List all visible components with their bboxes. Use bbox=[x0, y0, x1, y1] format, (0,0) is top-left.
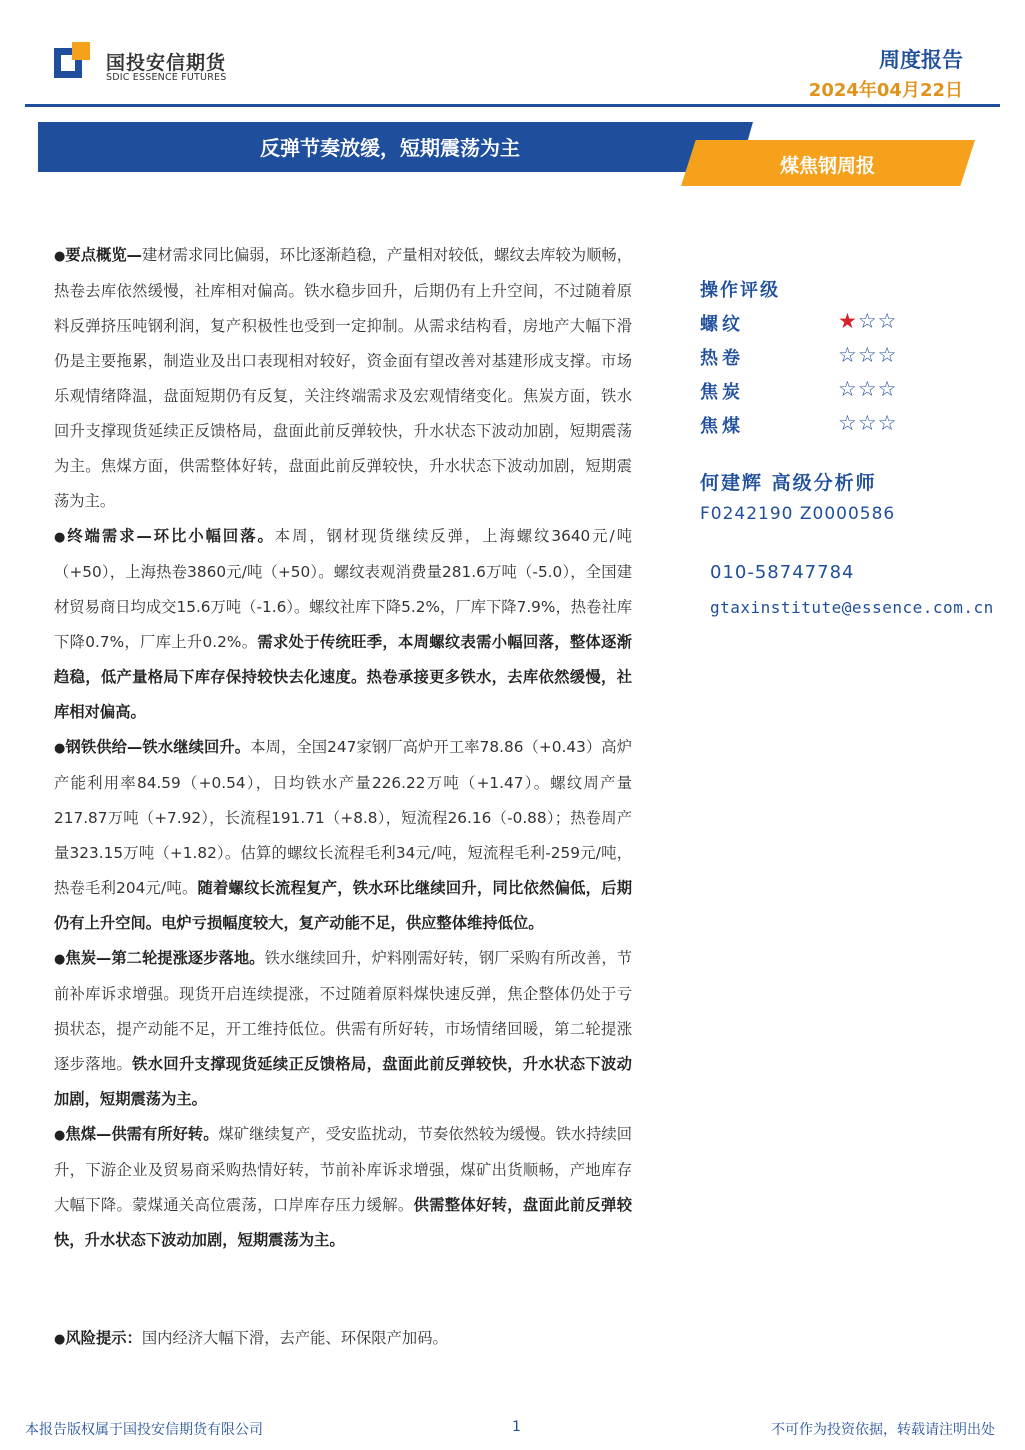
star-empty-icon: ☆☆☆ bbox=[838, 377, 898, 401]
paragraph-text: 铁水继续回升，炉料刚需好转，钢厂采购有所改善，节前补库诉求增强。现货开启连续提涨，不过随着原料煤快速反弹，焦企整体仍处于亏损状态，提产动能不足，开工维持低位。供需有所好转，市场情绪回暖，第二轮提涨逐步落地。 bbox=[54, 949, 632, 1073]
star-empty-icon: ☆☆ bbox=[857, 309, 898, 333]
demand-paragraph bbox=[54, 519, 632, 730]
section-title: 煤焦钢周报 bbox=[779, 155, 875, 177]
company-name-cn: 国投安信期货 bbox=[106, 52, 227, 74]
star-empty-icon: ☆☆☆ bbox=[838, 343, 898, 367]
rating-name: 焦煤 bbox=[700, 416, 744, 437]
rating-stars-icon bbox=[838, 343, 897, 367]
star-filled-icon: ★ bbox=[838, 309, 858, 333]
page-number: 1 bbox=[512, 1419, 521, 1435]
paragraph-text: 建材需求同比偏弱，环比逐渐趋稳，产量相对较低，螺纹去库较为顺畅，热卷去库依然缓慢，社库相对偏高。铁水稳步回升，后期仍有上升空间，不过随着原料反弹挤压吨钢利润，复产积极性也受到一定抑制。从需求结构看，房地产大幅下滑仍是主要拖累，制造业及出口表现相对较好，资金面有望改善对基建形成支撑。市场乐观情绪降温，盘面短期仍有反复，关注终端需求及宏观情绪变化。焦炭方面，铁水回升支撑现货延续正反馈格局，盘面此前反弹较快，升水状态下波动加剧，短期震荡为主。焦煤方面，供需整体好转，盘面此前反弹较快，升水状态下波动加剧，短期震荡为主。 bbox=[54, 246, 632, 510]
paragraph-text: 本周，全国247家钢厂高炉开工率78.86（+0.43）高炉产能利用率84.59（+0.54），日均铁水产量226.22万吨（+1.47）。螺纹周产量217.87万吨（+7.92），长流程191.71（+8.8），短流程26.16（-0.88）；热卷周产量323.15万吨（+1.82）。估算的螺纹长流程毛利34元/吨，短流程毛利-259元/吨，热卷毛利204元/吨。 bbox=[54, 738, 632, 897]
bullet-icon: ● bbox=[54, 530, 68, 545]
bullet-icon: ● bbox=[54, 741, 66, 756]
rating-name: 焦炭 bbox=[700, 382, 744, 403]
bullet-icon: ● bbox=[54, 952, 66, 967]
paragraph-conclusion: 铁水回升支撑现货延续正反馈格局，盘面此前反弹较快，升水状态下波动加剧，短期震荡为主。 bbox=[54, 1055, 632, 1108]
paragraph-conclusion: 需求处于传统旺季，本周螺纹表需小幅回落，整体逐渐趋稳，低产量格局下库存保持较快去化速度。热卷承接更多铁水，去库依然缓慢，社库相对偏高。 bbox=[54, 633, 632, 721]
risk-note bbox=[54, 1325, 632, 1353]
report-type: 周度报告 bbox=[879, 48, 963, 72]
report-body bbox=[54, 238, 632, 1258]
bullet-icon: ● bbox=[54, 1128, 66, 1143]
rating-row-coking-coal bbox=[700, 412, 910, 438]
star-empty-icon: ☆☆☆ bbox=[838, 411, 898, 435]
analyst-name: 何建辉 高级分析师 bbox=[700, 472, 877, 494]
paragraph-lead: 焦炭—第二轮提涨逐步落地。 bbox=[65, 949, 265, 967]
report-title: 反弹节奏放缓，短期震荡为主 bbox=[260, 136, 520, 160]
bullet-icon: ● bbox=[54, 1332, 66, 1347]
header-divider bbox=[25, 104, 1000, 107]
paragraph-conclusion: 随着螺纹长流程复产，铁水环比继续回升，同比依然偏低，后期仍有上升空间。电炉亏损幅度较大，复产动能不足，供应整体维持低位。 bbox=[54, 879, 632, 932]
coke-paragraph bbox=[54, 941, 632, 1117]
summary-paragraph bbox=[54, 238, 632, 519]
bullet-icon: ● bbox=[54, 249, 66, 264]
paragraph-lead: 钢铁供给—铁水继续回升。 bbox=[65, 738, 251, 756]
risk-text: 国内经济大幅下滑，去产能、环保限产加码。 bbox=[141, 1329, 448, 1347]
rating-name: 热卷 bbox=[700, 348, 744, 369]
contact-email[interactable]: gtaxinstitute@essence.com.cn bbox=[710, 598, 994, 617]
supply-paragraph bbox=[54, 730, 632, 941]
paragraph-text: 本周，钢材现货继续反弹，上海螺纹3640元/吨（+50），上海热卷3860元/吨（+50）。螺纹表观消费量281.6万吨（-5.0），全国建材贸易商日均成交15.6万吨（-1.6）。螺纹社库下降5.2%，厂库下降7.9%，热卷社库下降0.7%，厂库上升0.2%。 bbox=[54, 527, 632, 651]
company-logo-icon bbox=[54, 42, 98, 82]
rating-row-coke bbox=[700, 378, 910, 404]
rating-row-hot-coil bbox=[700, 344, 910, 370]
paragraph-conclusion: 供需整体好转，盘面此前反弹较快，升水状态下波动加剧，短期震荡为主。 bbox=[54, 1196, 632, 1249]
rating-stars-icon bbox=[838, 377, 897, 401]
company-name-en: SDIC ESSENCE FUTURES bbox=[106, 72, 227, 83]
rating-stars-icon bbox=[838, 309, 897, 333]
footer-disclaimer: 不可作为投资依据，转载请注明出处 bbox=[771, 1422, 995, 1438]
rating-name: 螺纹 bbox=[700, 314, 744, 335]
footer-copyright: 本报告版权属于国投安信期货有限公司 bbox=[25, 1422, 263, 1438]
paragraph-lead: 要点概览— bbox=[65, 246, 142, 264]
analyst-license: F0242190 Z0000586 bbox=[700, 504, 896, 524]
risk-lead: 风险提示： bbox=[65, 1329, 142, 1347]
report-date: 2024年04月22日 bbox=[808, 80, 963, 101]
rating-row-rebar bbox=[700, 310, 910, 336]
paragraph-lead: 终端需求—环比小幅回落。 bbox=[67, 527, 275, 545]
contact-phone[interactable]: 010-58747784 bbox=[710, 562, 855, 583]
coal-paragraph bbox=[54, 1117, 632, 1258]
rating-title: 操作评级 bbox=[700, 280, 780, 301]
paragraph-lead: 焦煤—供需有所好转。 bbox=[65, 1125, 219, 1143]
rating-stars-icon bbox=[838, 411, 897, 435]
paragraph-text: 煤矿继续复产，受安监扰动，节奏依然较为缓慢。铁水持续回升，下游企业及贸易商采购热情好转，节前补库诉求增强，煤矿出货顺畅，产地库存大幅下降。蒙煤通关高位震荡，口岸库存压力缓解。 bbox=[54, 1125, 632, 1214]
